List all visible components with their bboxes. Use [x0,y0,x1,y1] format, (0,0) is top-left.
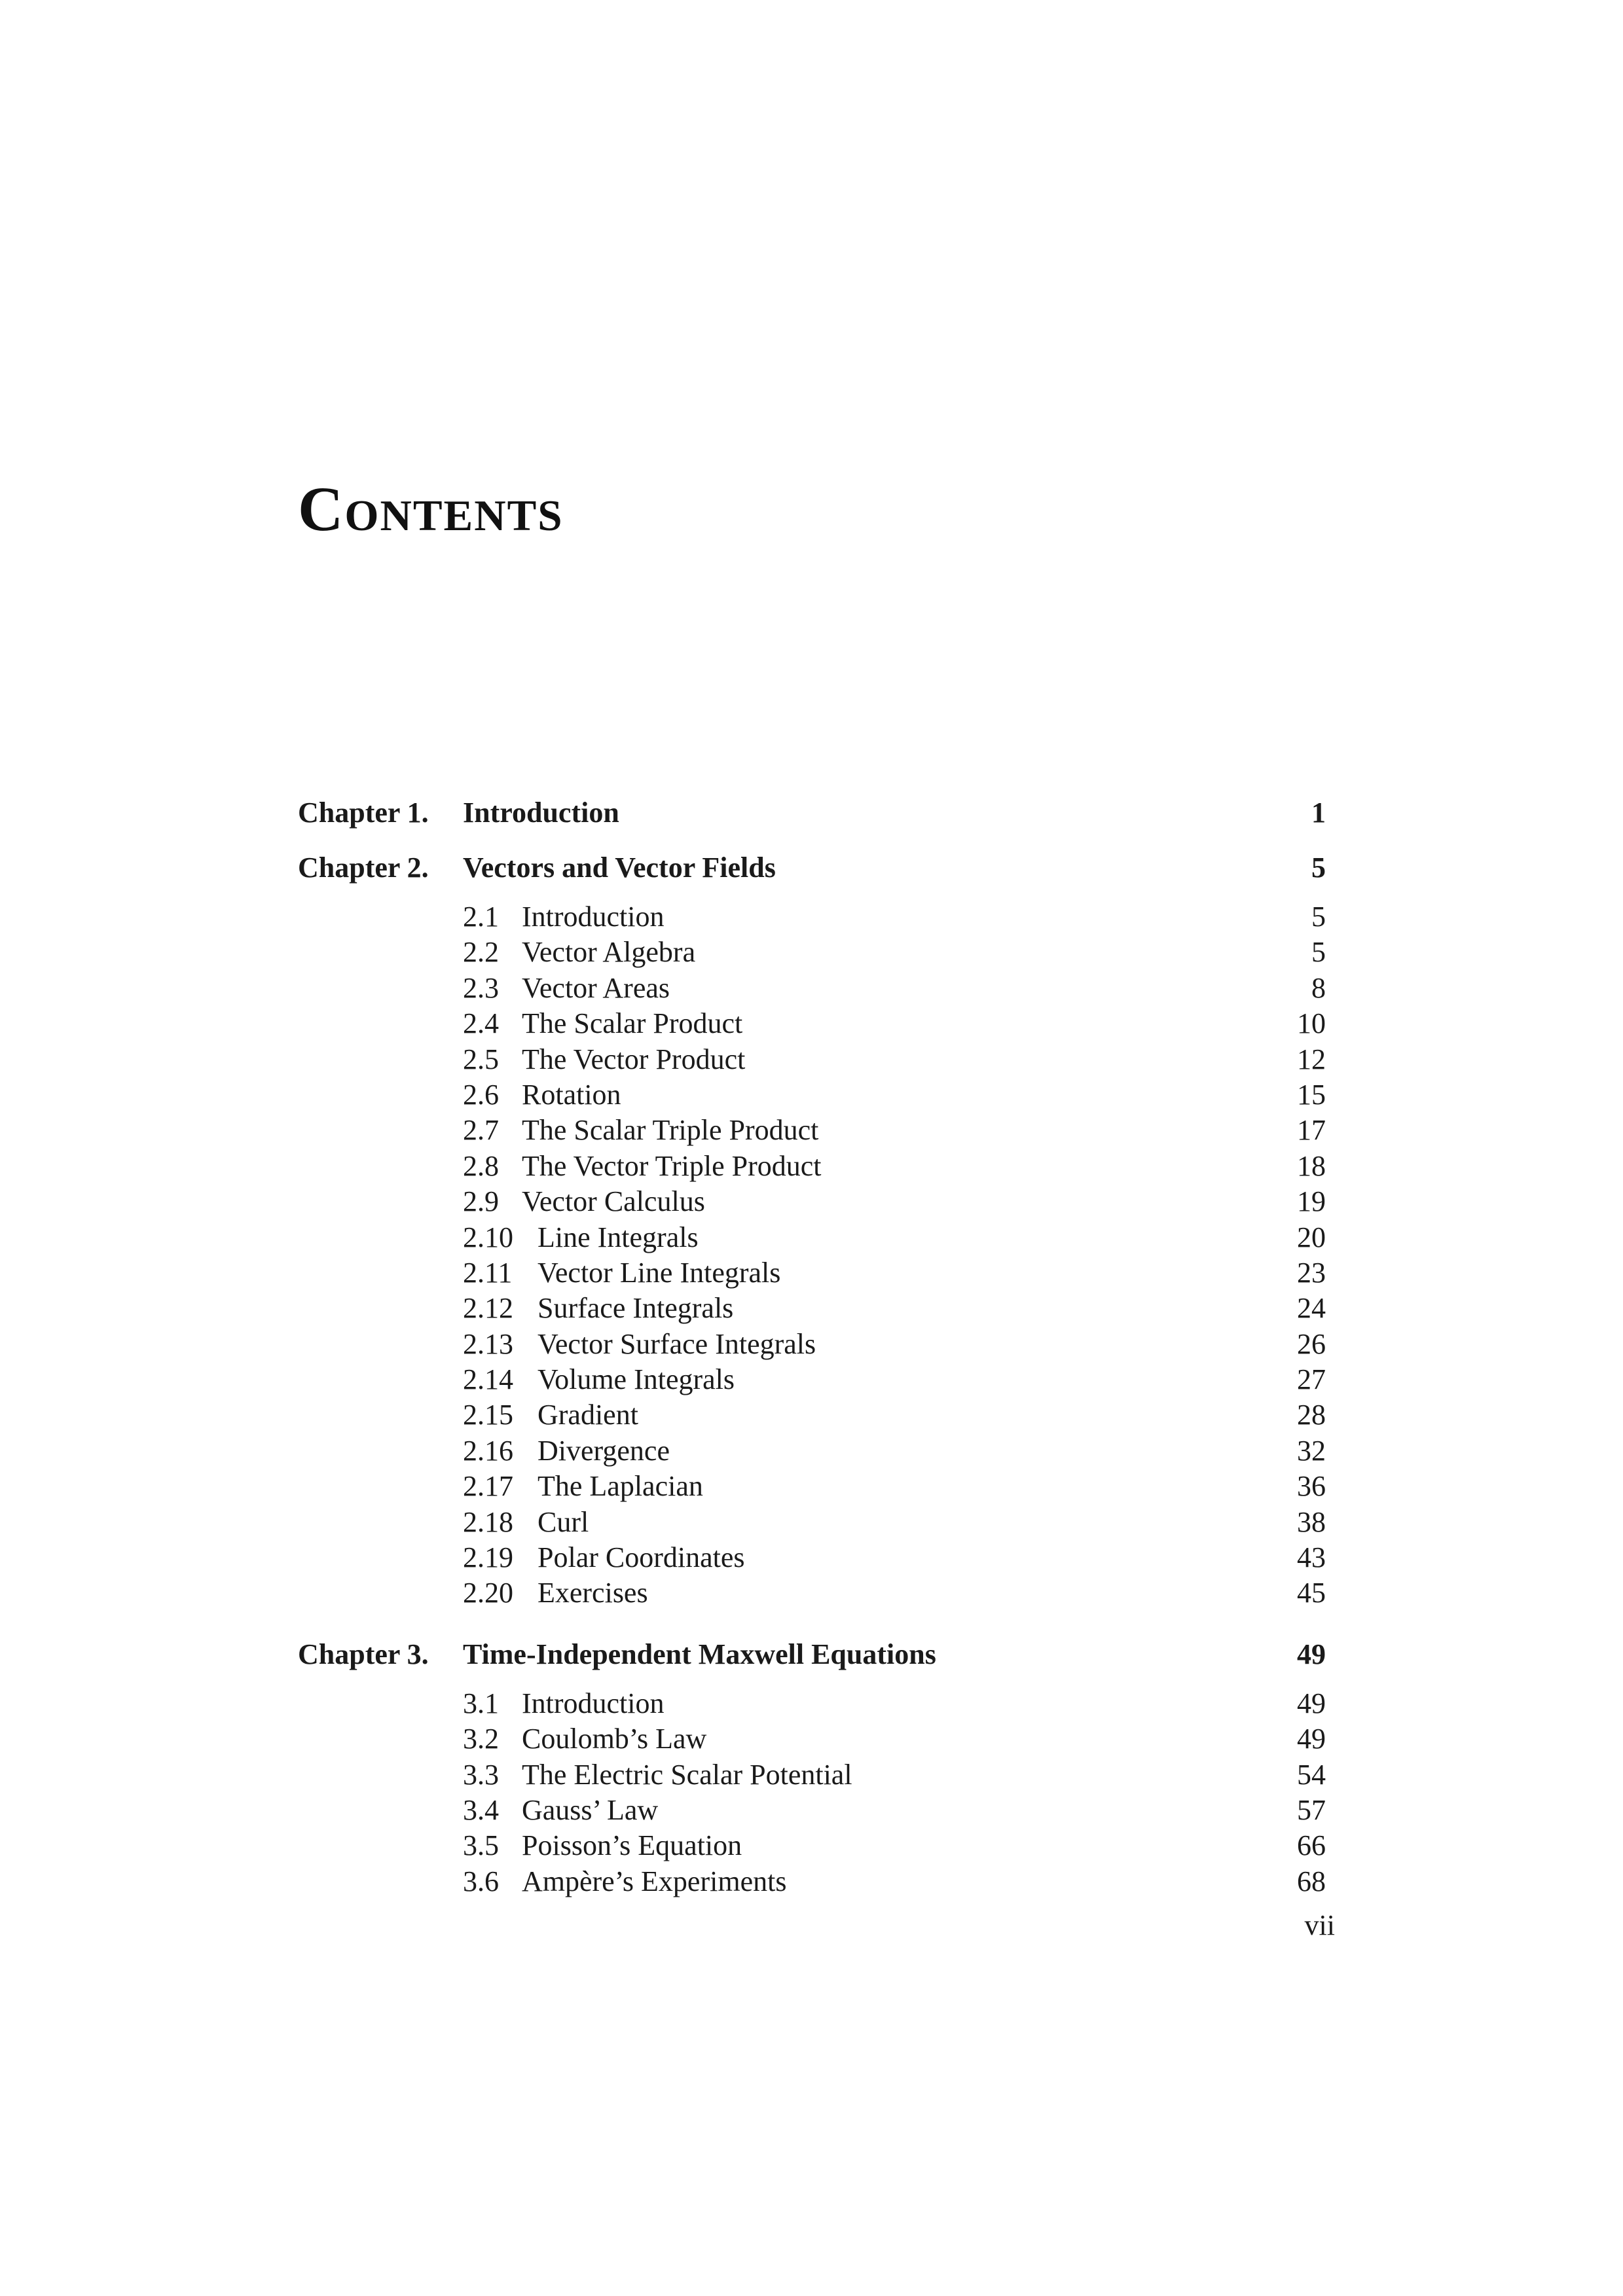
section-title: Introduction [522,1687,665,1719]
section-page-number: 5 [1311,936,1326,969]
toc-section[interactable] [298,1793,1339,1828]
section-title: The Vector Product [522,1043,746,1075]
section-title: Vector Calculus [522,1185,705,1218]
section-title: Poisson’s Equation [522,1829,742,1862]
section-number: 2.9 [463,1185,499,1218]
toc-section[interactable] [298,1864,1339,1899]
section-title: Vector Surface Integrals [538,1327,816,1360]
section-number: 2.17 [463,1470,513,1503]
section-page-number: 12 [1297,1043,1326,1075]
section-title: Line Integrals [538,1221,699,1253]
toc-section[interactable] [298,971,1339,1006]
section-page-number: 54 [1297,1758,1326,1791]
section-title: The Vector Triple Product [522,1149,822,1182]
section-number: 2.8 [463,1149,499,1182]
section-page-number: 10 [1297,1007,1326,1040]
section-title: Volume Integrals [538,1363,735,1396]
section-page-number: 32 [1297,1434,1326,1467]
section-title: Vector Algebra [522,936,696,969]
section-number: 2.5 [463,1043,499,1075]
section-number: 3.6 [463,1865,499,1897]
toc-section[interactable] [298,1505,1339,1540]
section-page-number: 8 [1311,971,1326,1004]
section-title: The Electric Scalar Potential [522,1758,852,1791]
section-title: Curl [538,1505,589,1538]
toc-section[interactable] [298,1686,1339,1721]
section-page-number: 66 [1297,1829,1326,1862]
toc-section[interactable] [298,1077,1339,1113]
section-number: 3.3 [463,1758,499,1791]
chapter-page-number: 5 [1311,852,1326,884]
section-number: 2.14 [463,1363,513,1396]
section-number: 2.4 [463,1007,499,1040]
section-number: 2.2 [463,936,499,969]
toc-section[interactable] [298,1362,1339,1397]
chapter-page-number: 1 [1311,797,1326,829]
toc-chapter-2[interactable] [298,840,1339,895]
section-number: 3.4 [463,1793,499,1826]
section-page-number: 28 [1297,1399,1326,1431]
section-title: Polar Coordinates [538,1541,745,1574]
page-title: Contents [298,474,564,544]
section-page-number: 27 [1297,1363,1326,1396]
section-number: 2.13 [463,1327,513,1360]
toc-section[interactable] [298,1220,1339,1255]
section-title: Ampère’s Experiments [522,1865,787,1897]
section-title: The Laplacian [538,1470,703,1503]
section-page-number: 57 [1297,1793,1326,1826]
section-page-number: 20 [1297,1221,1326,1253]
section-title: Gauss’ Law [522,1793,659,1826]
section-page-number: 49 [1297,1723,1326,1755]
toc-section[interactable] [298,899,1339,935]
section-page-number: 18 [1297,1149,1326,1182]
section-page-number: 36 [1297,1470,1326,1503]
toc-section[interactable] [298,1184,1339,1219]
section-page-number: 19 [1297,1185,1326,1218]
toc-section[interactable] [298,1006,1339,1041]
toc-section[interactable] [298,1255,1339,1291]
section-number: 2.12 [463,1292,513,1325]
section-page-number: 24 [1297,1292,1326,1325]
section-number: 2.1 [463,901,499,933]
toc-section[interactable] [298,1149,1339,1184]
chapter-label: Chapter 1. [298,797,429,829]
toc-section[interactable] [298,1575,1339,1611]
section-title: Exercises [538,1577,648,1609]
section-number: 2.11 [463,1256,513,1289]
chapter-label: Chapter 2. [298,852,429,884]
chapter-page-number: 49 [1297,1638,1326,1670]
toc-section[interactable] [298,1327,1339,1362]
section-page-number: 15 [1297,1078,1326,1111]
section-page-number: 26 [1297,1327,1326,1360]
section-page-number: 68 [1297,1865,1326,1897]
section-number: 2.7 [463,1114,499,1147]
section-number: 3.1 [463,1687,499,1719]
section-title: Vector Areas [522,971,670,1004]
section-title: Coulomb’s Law [522,1723,707,1755]
toc-section[interactable] [298,1042,1339,1077]
chapter-3-sections [298,1686,1339,1899]
section-page-number: 5 [1311,901,1326,933]
table-of-contents [298,785,1339,1899]
section-number: 2.10 [463,1221,513,1253]
section-page-number: 45 [1297,1577,1326,1609]
section-title: Rotation [522,1078,621,1111]
section-title: The Scalar Product [522,1007,743,1040]
section-title: Surface Integrals [538,1292,734,1325]
section-number: 3.5 [463,1829,499,1862]
toc-section[interactable] [298,1757,1339,1793]
toc-section[interactable] [298,1540,1339,1575]
chapter-label: Chapter 3. [298,1638,429,1670]
toc-section[interactable] [298,935,1339,970]
chapter-title: Time-Independent Maxwell Equations [463,1638,936,1670]
toc-chapter-1[interactable] [298,785,1339,840]
toc-section[interactable] [298,1469,1339,1504]
page-number: vii [1304,1909,1335,1941]
toc-section[interactable] [298,1397,1339,1433]
chapter-2-sections [298,899,1339,1611]
section-number: 2.3 [463,971,499,1004]
toc-section[interactable] [298,1291,1339,1326]
section-page-number: 49 [1297,1687,1326,1719]
section-page-number: 17 [1297,1114,1326,1147]
section-number: 2.19 [463,1541,513,1574]
toc-section[interactable] [298,1113,1339,1148]
section-page-number: 38 [1297,1505,1326,1538]
section-number: 2.6 [463,1078,499,1111]
toc-section[interactable] [298,1433,1339,1469]
section-page-number: 23 [1297,1256,1326,1289]
section-title: Gradient [538,1399,638,1431]
section-number: 2.18 [463,1505,513,1538]
section-number: 2.15 [463,1399,513,1431]
section-title: Divergence [538,1434,670,1467]
section-title: Vector Line Integrals [538,1256,781,1289]
section-title: The Scalar Triple Product [522,1114,819,1147]
toc-section[interactable] [298,1721,1339,1757]
section-number: 2.16 [463,1434,513,1467]
chapter-title: Vectors and Vector Fields [463,852,776,884]
section-page-number: 43 [1297,1541,1326,1574]
section-title: Introduction [522,901,665,933]
section-number: 3.2 [463,1723,499,1755]
section-number: 2.20 [463,1577,513,1609]
toc-chapter-3[interactable] [298,1627,1339,1682]
chapter-title: Introduction [463,797,619,829]
toc-section[interactable] [298,1828,1339,1863]
